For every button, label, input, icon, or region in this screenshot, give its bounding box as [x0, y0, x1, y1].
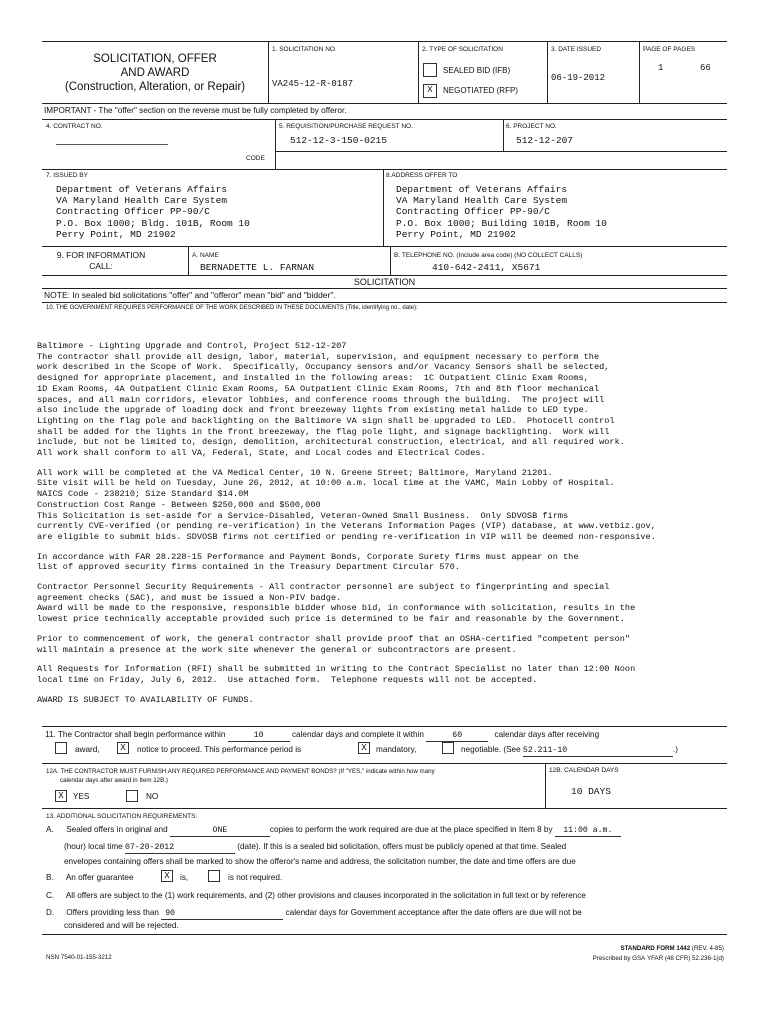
- item-a-text4: (date). If this is a sealed bid solicitation, offers must be publicly opened at that time. Sealed: [237, 842, 567, 851]
- address-offer-line: VA Maryland Health Care System: [396, 195, 568, 207]
- issued-by-address: [56, 184, 250, 240]
- bonds-label-line1: 12A. THE CONTRACTOR MUST FURNISH ANY REQUIRED PERFORMANCE AND PAYMENT BONDS? (If "YES," indicate within how many: [46, 768, 435, 775]
- contact-telephone[interactable]: 410-642-2411, X5671: [432, 262, 541, 273]
- description-paragraph: AWARD IS SUBJECT TO AVAILABILITY OF FUNDS.: [37, 694, 254, 705]
- page-of-pages-label: PAGE OF PAGES: [643, 46, 696, 53]
- description-paragraph: All Requests for Information (RFI) shall be submitted in writing to the Contract Specialist no later than 12:00 Noon local time on Friday, July 6, 2012. Use attached form. Telephone requests will not be accepted.: [37, 664, 636, 685]
- guarantee-is-label: is,: [180, 873, 189, 882]
- description-paragraph: Contractor Personnel Security Requirements - All contractor personnel are subject to fingerprinting and special agreement checks (SAC), and must be issued a Non-PIV badge. Award will be made to the responsive, responsible bidder whose bid, in conformance with solicitation, results in the lowest price technically acceptable provided such price is determined to be fair and reasonable by the Government.: [37, 582, 636, 625]
- item-b-letter: B.: [46, 873, 54, 882]
- bonds-yes-checkbox[interactable]: X: [55, 790, 67, 802]
- additional-requirements-label: 13. ADDITIONAL SOLICITATION REQUIREMENTS:: [46, 813, 198, 820]
- item-b-text1: An offer guarantee: [65, 873, 134, 882]
- notice-to-proceed-label: notice to proceed. This performance period is: [137, 745, 302, 754]
- negotiable-label: negotiable. (See: [461, 745, 521, 754]
- item-a-letter: A.: [46, 825, 54, 834]
- item-a-text1: Sealed offers in original and: [66, 825, 168, 834]
- information-label-line2: CALL:: [89, 261, 113, 271]
- item-d-text1: Offers providing less than: [66, 908, 159, 917]
- sealed-bid-checkbox[interactable]: [423, 63, 437, 77]
- contact-name[interactable]: BERNADETTE L. FARNAN: [200, 262, 315, 273]
- issued-by-line: Perry Point, MD 21902: [56, 228, 176, 240]
- item-d-letter: D.: [46, 908, 55, 917]
- bonds-no-checkbox[interactable]: [126, 790, 138, 802]
- negotiated-checkbox[interactable]: X: [423, 84, 437, 98]
- see-clause-field[interactable]: 52.211-10: [523, 746, 673, 757]
- item-d-text3: considered and will be rejected.: [64, 921, 179, 930]
- award-checkbox[interactable]: [55, 742, 67, 754]
- sealed-bid-note: NOTE: In sealed bid solicitations "offer" and "offeror" mean "bid" and "bidder".: [44, 290, 336, 300]
- award-label: award,: [75, 745, 100, 754]
- performance-text-a: 11. The Contractor shall begin performance within: [45, 730, 226, 739]
- begin-days-field[interactable]: 10: [228, 731, 290, 742]
- code-label: CODE: [246, 155, 265, 162]
- form-title-line2: AND AWARD: [120, 67, 190, 79]
- bonds-yes-label: YES: [73, 792, 90, 801]
- bonds-no-label: NO: [146, 792, 159, 801]
- negotiable-checkbox[interactable]: [442, 742, 454, 754]
- guarantee-is-not-label: is not required.: [228, 873, 283, 882]
- guarantee-is-not-checkbox[interactable]: [208, 870, 220, 882]
- calendar-days-value[interactable]: 10 DAYS: [571, 786, 611, 797]
- telephone-label: B. TELEPHONE NO. (Include area code) (NO COLLECT CALLS): [394, 252, 583, 259]
- address-offer-label: 8.ADDRESS OFFER TO: [386, 172, 458, 179]
- information-label-line1: 9. FOR INFORMATION: [56, 250, 146, 260]
- issued-by-line: VA Maryland Health Care System: [56, 195, 228, 207]
- item-d-text2: calendar days for Government acceptance after the date offers are due will not be: [285, 908, 582, 917]
- issued-by-line: P.O. Box 1000; Bldg. 101B, Room 10: [56, 217, 250, 229]
- solicitation-no-label: 1. SOLICITATION NO.: [272, 46, 337, 53]
- address-offer-line: Contracting Officer PP-90/C: [396, 206, 550, 218]
- performance-text-c: calendar days after receiving: [494, 730, 600, 739]
- description-paragraph: Baltimore - Lighting Upgrade and Control, Project 512-12-207 The contractor shall provide all design, labor, material, supervision, and equipment necessary to perform the work described in the Scope of Work. Specifically, Occupancy sensors and/or Vacancy Sensors shall be selected, designed for appropriate placement, and installed in the following areas: 1C Outpatient Clinic Exam Rooms, 1D Exam Rooms, 4A Outpatient Clinic Exam Rooms, 5A Outpatient Clinic Exam Rooms, 7th and 8th floor mechanical spaces, and all main corridors, elevator lobbies, and conference rooms through the building. The project will also include the upgrade of loading dock and front breezeway lights from existing metal halide to LED type. Lighting on the flag pole and backlighting on the Baltimore VA sign shall be upgraded to LED. Photocell control shall be added for the lights in the front breezeway, the flag pole light, and signage backlighting. Work will include, but not be limited to, design, demolition, architectural construction, electrical, and all required work. All work shall conform to all VA, Federal, State, and Local codes and Electrical Codes.: [37, 341, 625, 459]
- mandatory-label: mandatory,: [376, 745, 417, 754]
- acceptance-days-field[interactable]: 90: [161, 909, 283, 920]
- contract-no-label: 4. CONTRACT NO.: [46, 123, 103, 130]
- item-a-text2: copies to perform the work required are due at the place specified in Item 8 by: [269, 825, 553, 834]
- notice-to-proceed-checkbox[interactable]: X: [117, 742, 129, 754]
- solicitation-heading: SOLICITATION: [353, 277, 416, 287]
- item-a-text5: envelopes containing offers shall be marked to show the offeror's name and address, the solicitation number, the date and time offers are due: [64, 857, 576, 866]
- information-label: [46, 250, 156, 272]
- project-no-value[interactable]: 512-12-207: [516, 135, 574, 146]
- description-paragraph: Prior to commencement of work, the general contractor shall provide proof that an OSHA-certified "competent person" will maintain a presence at the work site whenever the general or subcontractors are present.: [37, 633, 631, 655]
- address-offer-line: P.O. Box 1000; Building 101B, Room 10: [396, 217, 607, 229]
- mandatory-checkbox[interactable]: X: [358, 742, 370, 754]
- item-c-text: All offers are subject to the (1) work requirements, and (2) other provisions and clauses incorporated in the solicitation in full text or by reference: [65, 891, 586, 900]
- calendar-days-label: 12B. CALENDAR DAYS: [549, 767, 619, 774]
- name-label: A. NAME: [192, 252, 219, 259]
- page-total: 66: [700, 63, 711, 73]
- date-issued-value[interactable]: 06-19-2012: [551, 73, 606, 83]
- form-title-line3: (Construction, Alteration, or Repair): [64, 81, 246, 93]
- contract-no-field[interactable]: [56, 144, 168, 145]
- address-offer-address: [396, 184, 607, 240]
- work-description-label: 10. THE GOVERNMENT REQUIRES PERFORMANCE OF THE WORK DESCRIBED IN THESE DOCUMENTS (Title, identifying no., date):: [46, 305, 418, 311]
- issued-by-label: 7. ISSUED BY: [46, 172, 88, 179]
- form-number: STANDARD FORM 1442: [620, 945, 691, 952]
- due-time-field[interactable]: 11:00 a.m.: [555, 826, 621, 837]
- address-offer-line: Perry Point, MD 21902: [396, 228, 516, 240]
- form-title-line1: SOLICITATION, OFFER: [93, 53, 217, 65]
- see-clause-close: .): [672, 745, 678, 754]
- item-a-text3: (hour) local time: [64, 842, 123, 851]
- address-offer-line: Department of Veterans Affairs: [396, 184, 568, 195]
- bonds-label-line2: calendar days after award in Item 12B.): [60, 777, 168, 784]
- page-number: 1: [658, 63, 664, 73]
- description-paragraph: In accordance with FAR 28.228-15 Performance and Payment Bonds, Corporate Surety firms must appear on the list of approved security firms contained in the Treasury Department Circular 570.: [37, 551, 579, 573]
- issued-by-line: Department of Veterans Affairs: [56, 184, 228, 195]
- project-no-label: 6. PROJECT NO.: [506, 123, 557, 130]
- bonds-label: [46, 767, 435, 785]
- solicitation-no-value[interactable]: VA245-12-R-0187: [272, 79, 354, 89]
- work-description: [37, 341, 737, 705]
- issued-by-line: Contracting Officer PP-90/C: [56, 206, 210, 218]
- solicitation-type-label: 2. TYPE OF SOLICITATION: [422, 46, 503, 53]
- date-issued-label: 3. DATE ISSUED: [551, 46, 602, 53]
- due-date-field[interactable]: 07-20-2012: [125, 843, 235, 854]
- description-paragraph: All work will be completed at the VA Medical Center, 10 N. Greene Street; Baltimore, Maryland 21201. Site visit will be held on Tuesday, June 26, 2012, at 10:00 a.m. local time at the VAMC, Main Lobby of Hospital. NAICS Code - 238210; Size Standard $14.0M Construction Cost Range - Between $250,000 and $500,000 This Solicitation is set-aside for a Service-Disabled, Veteran-Owned Small Business. Only SDVOSB firms currently CVE-verified (or pending re-verification) in the Veterans Information Pages (VIP) database, at www.vetbiz.gov, are eligible to submit bids. SDVOSB firms not certified or pending re-verification in VIP will be deemed non-responsive.: [37, 467, 656, 542]
- form-prescribed-by: Prescribed by GSA YFAR (48 CFR) 52.236-1(d): [592, 955, 724, 962]
- copies-field[interactable]: ONE: [170, 826, 270, 837]
- form-revision: (REV. 4-85): [691, 945, 724, 952]
- complete-days-field[interactable]: 60: [426, 731, 488, 742]
- requisition-label: 5. REQUISITION/PURCHASE REQUEST NO.: [279, 123, 413, 130]
- item-c-letter: C.: [46, 891, 55, 900]
- form-identifier: [593, 944, 724, 964]
- form-title: [42, 52, 268, 94]
- nsn-number: NSN 7540-01-155-3212: [46, 954, 112, 961]
- guarantee-is-checkbox[interactable]: X: [161, 870, 173, 882]
- requisition-value[interactable]: 512-12-3-150-0215: [290, 135, 387, 146]
- important-notice: IMPORTANT - The "offer" section on the reverse must be fully completed by offeror.: [44, 106, 347, 115]
- performance-text-b: calendar days and complete it within: [291, 730, 424, 739]
- sealed-bid-label: SEALED BID (IFB): [443, 66, 511, 75]
- negotiated-label: NEGOTIATED (RFP): [443, 86, 518, 95]
